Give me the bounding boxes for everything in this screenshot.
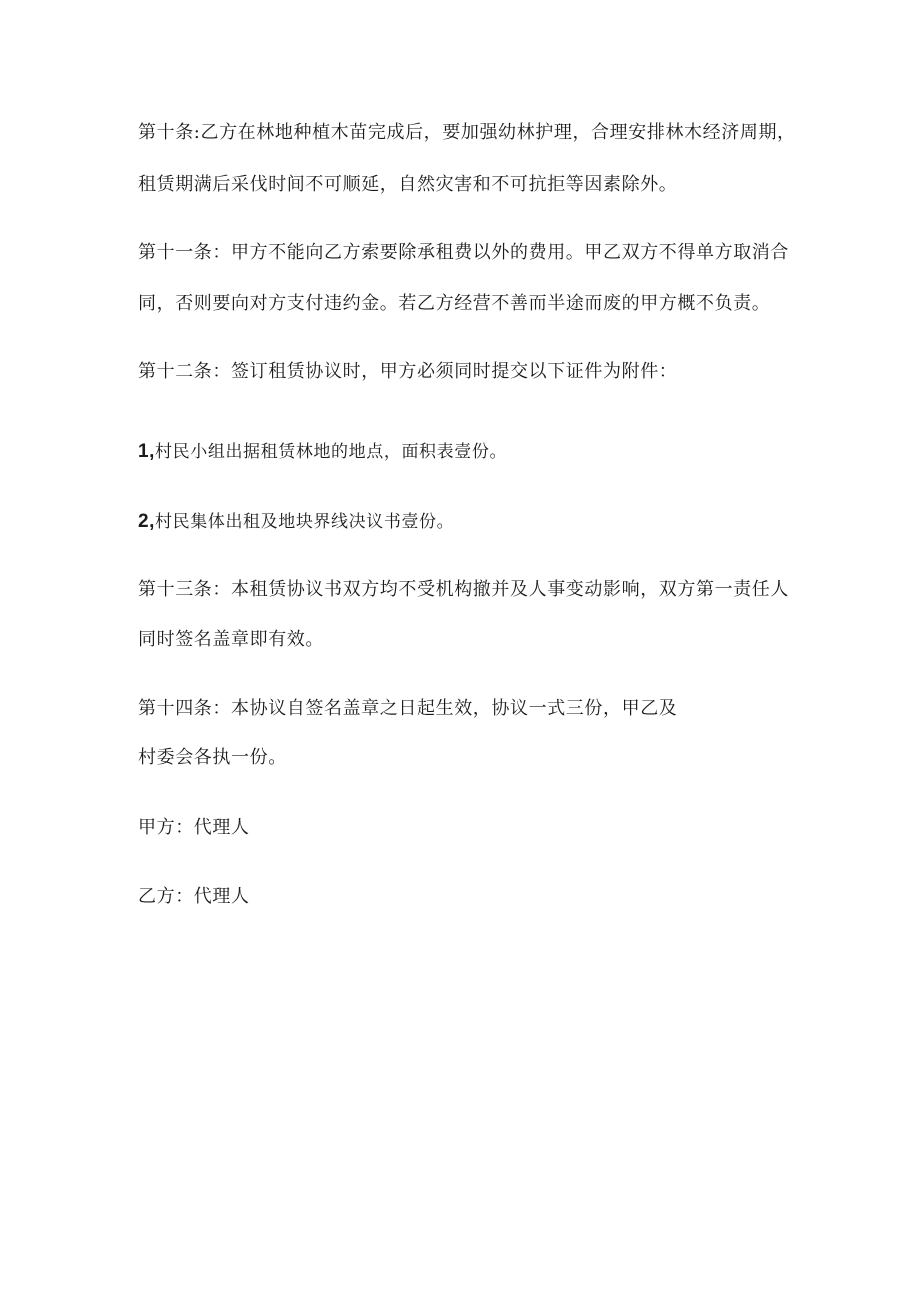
attachment-item-1-number: 1,	[138, 441, 156, 462]
attachment-item-1	[138, 440, 818, 464]
article-11-line-1: 第十一条：甲方不能向乙方索要除承租费以外的费用。甲乙双方不得单方取消合	[138, 242, 789, 263]
attachment-item-2	[138, 510, 818, 534]
article-14-line-1: 第十四条：本协议自签名盖章之日起生效，协议一式三份，甲乙及	[138, 698, 678, 719]
attachment-item-2-text: 村民集体出租及地块界线决议书壹份。	[155, 512, 455, 532]
article-10-line-1: 第十条:乙方在林地种植木苗完成后，要加强幼林护理，合理安排林木经济周期，	[138, 122, 796, 143]
article-10-line-2: 租赁期满后采伐时间不可顺延，自然灾害和不可抗拒等因素除外。	[138, 174, 678, 195]
attachment-item-1-text: 村民小组出据租赁林地的地点，面积表壹份。	[155, 442, 508, 462]
attachment-item-2-number: 2,	[138, 511, 156, 532]
article-12-line-1: 第十二条：签订租赁协议时，甲方必须同时提交以下证件为附件：	[138, 361, 678, 382]
article-14-line-2: 村委会各执一份。	[138, 747, 287, 768]
article-13-line-1: 第十三条：本租赁协议书双方均不受机构撤并及人事变动影响，双方第一责任人	[138, 579, 789, 600]
article-13-line-2: 同时签名盖章即有效。	[138, 629, 324, 650]
signature-party-b: 乙方：代理人	[138, 886, 250, 907]
signature-party-a: 甲方：代理人	[138, 817, 250, 838]
article-11-line-2: 同，否则要向对方支付违约金。若乙方经营不善而半途而废的甲方概不负责。	[138, 293, 771, 314]
